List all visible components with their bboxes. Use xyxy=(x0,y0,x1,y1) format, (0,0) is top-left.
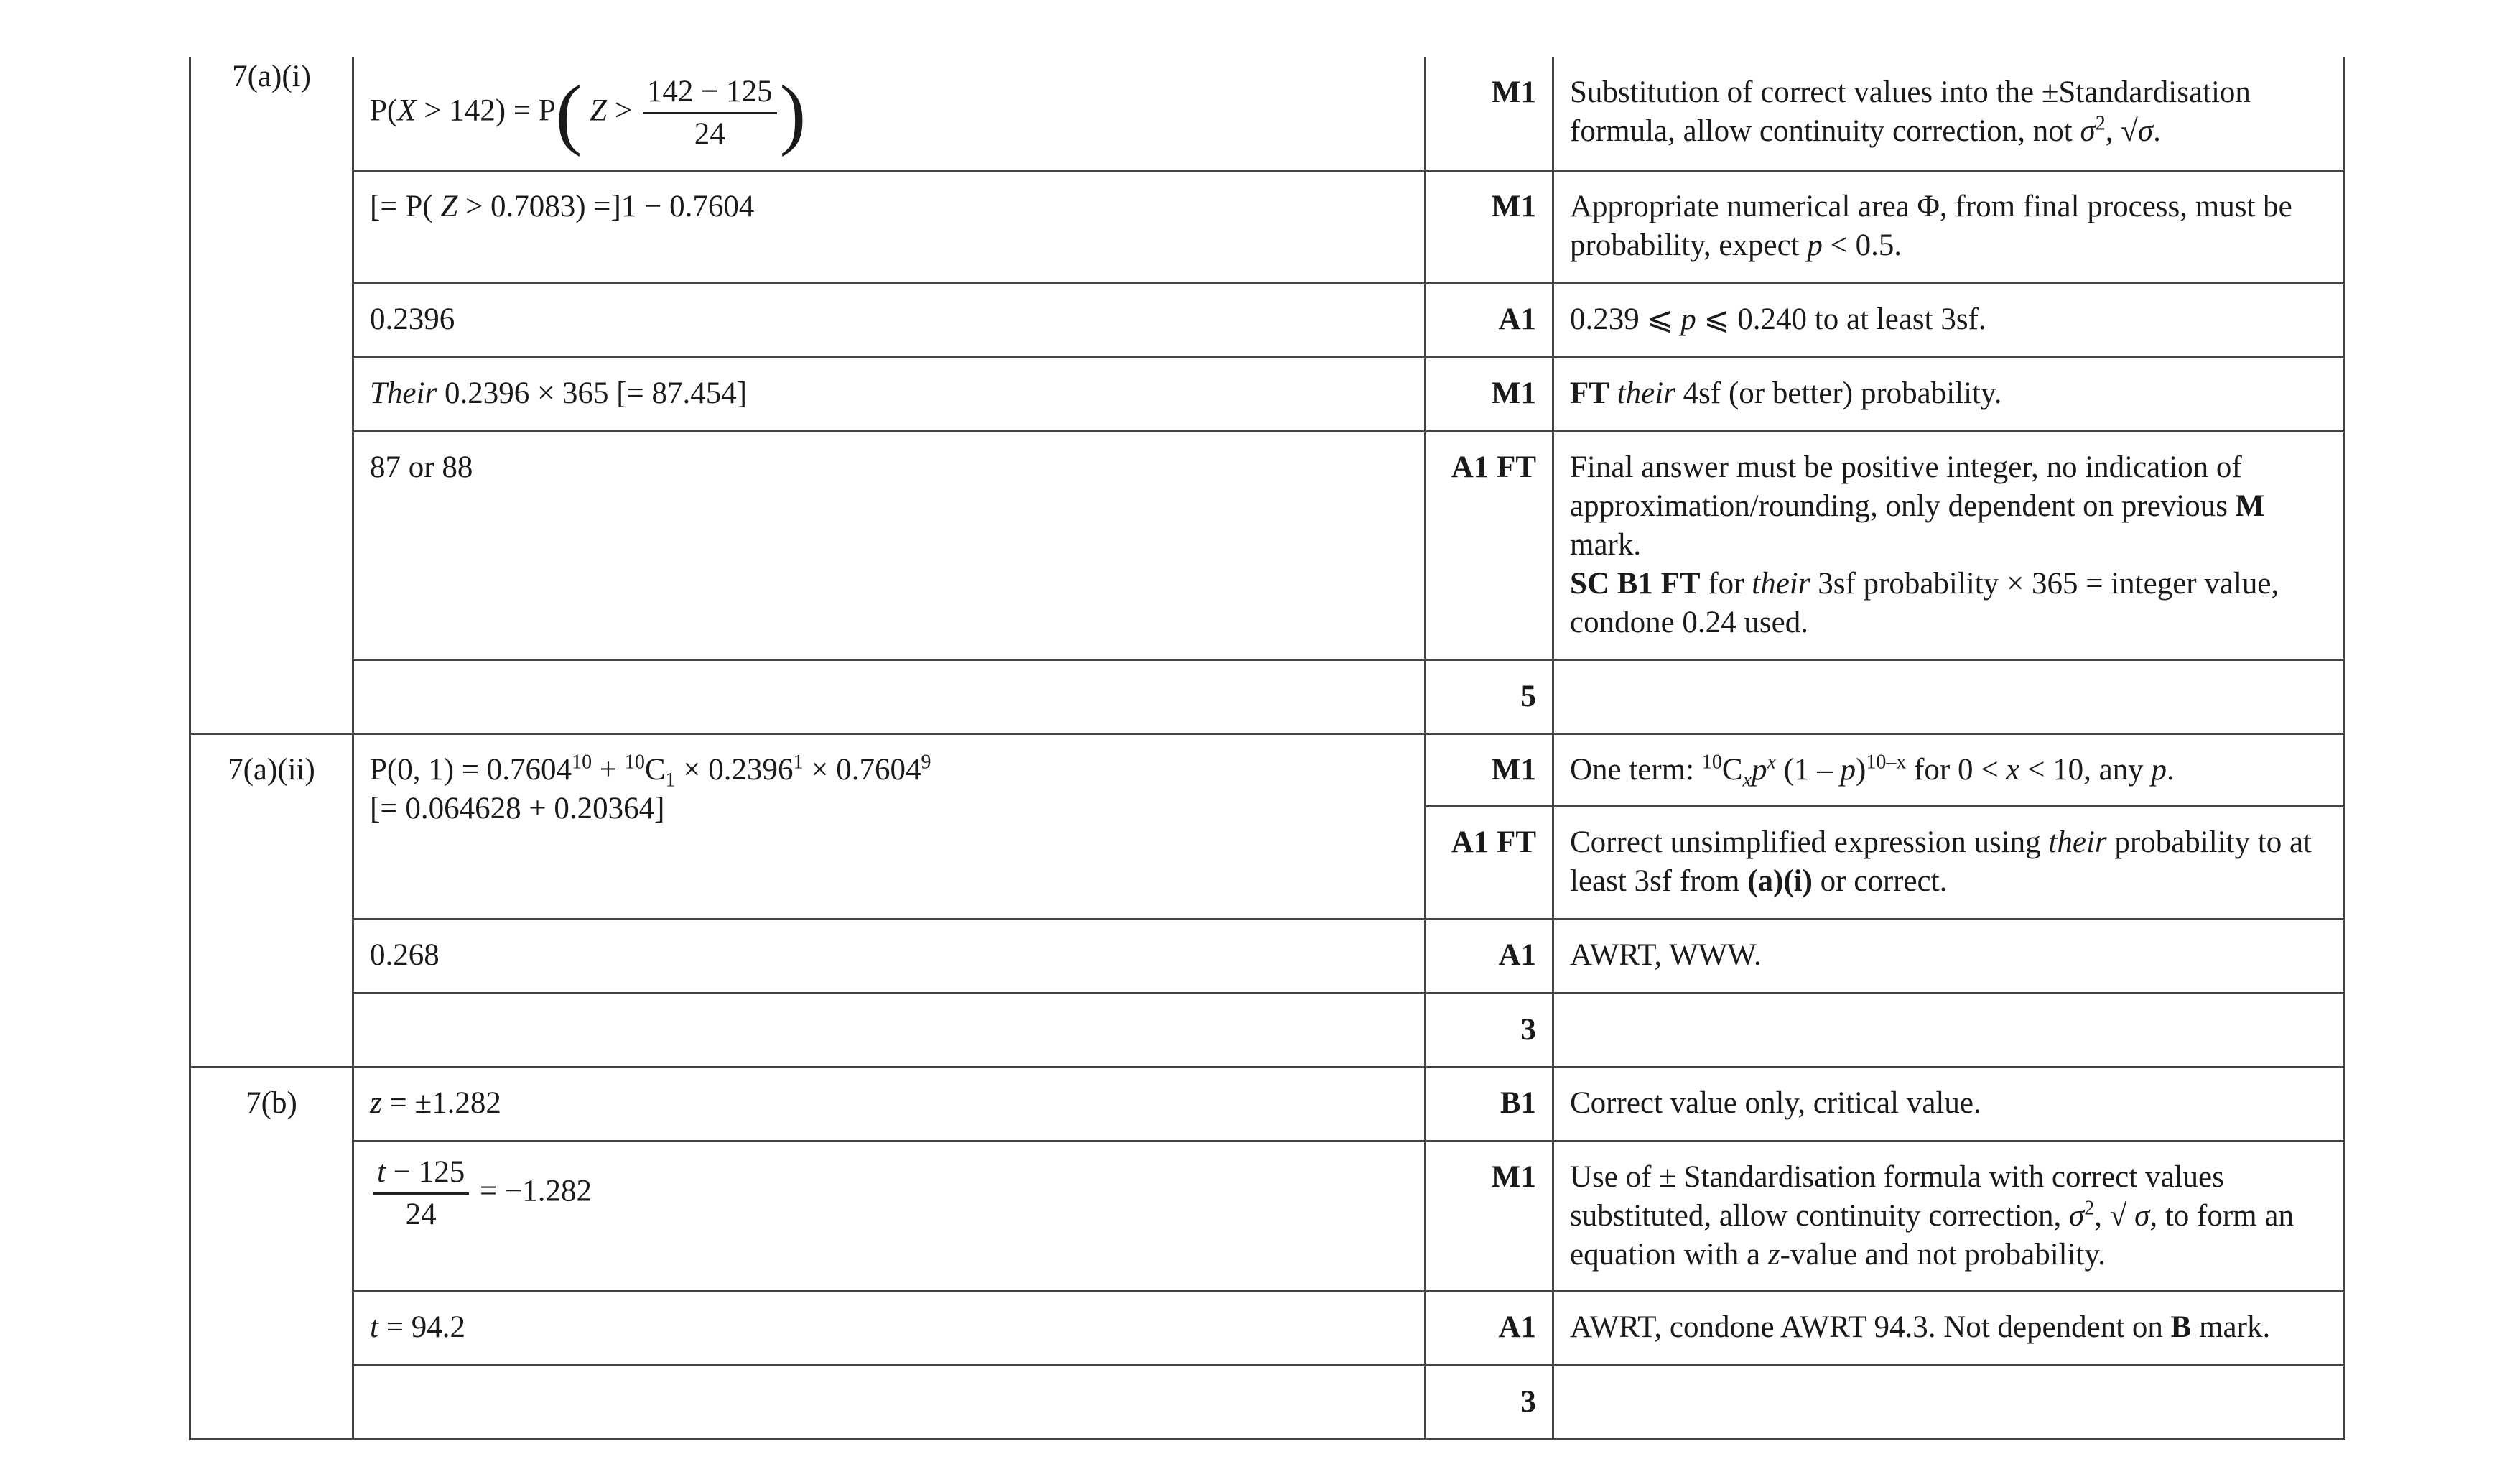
answer-cell: P(0, $1) = 0.7604^{10} + ^{10}C_1 \times 0.2396^1 \times 0.7604^9$ [= 0.064628 + 0.20364] xyxy=(353,733,1426,919)
table-row xyxy=(190,919,2345,993)
guidance-cell: FT their 4sf (or better) probability. xyxy=(1553,357,2345,431)
mark-cell: M1 xyxy=(1426,733,1553,806)
total-marks: 5 xyxy=(1426,659,1553,733)
guidance-cell xyxy=(1553,993,2345,1067)
question-number: 7(a)(ii) xyxy=(190,733,353,1067)
total-marks: 3 xyxy=(1426,1365,1553,1439)
guidance-cell: One term: $^{10}C_xp^x$ (1 – p)$^{10-x}$ for 0 < x < 10, any p. xyxy=(1553,733,2345,806)
table-row xyxy=(190,659,2345,733)
answer-cell xyxy=(353,659,1426,733)
guidance-cell: Use of ± Standardisation formula with correct values substituted, allow continuity correction, $\sigma^2$, √ σ, to form an equation with a z-value and not probability. xyxy=(1553,1141,2345,1291)
total-marks: 3 xyxy=(1426,993,1553,1067)
table-row xyxy=(190,170,2345,283)
guidance-cell xyxy=(1553,1365,2345,1439)
guidance-cell: AWRT, WWW. xyxy=(1553,919,2345,993)
question-number: 7(b) xyxy=(190,1067,353,1439)
mark-scheme-table xyxy=(189,57,2345,1440)
guidance-cell xyxy=(1553,659,2345,733)
table-row xyxy=(190,283,2345,357)
table-row xyxy=(190,733,2345,806)
question-number: 7(a)(i) xyxy=(190,57,353,733)
guidance-cell: Appropriate numerical area Φ, from final process, must be probability, expect p < 0.5. xyxy=(1553,170,2345,283)
answer-cell: 0.2396 xyxy=(353,283,1426,357)
answer-cell: 0.268 xyxy=(353,919,1426,993)
answer-cell: $\frac{t - 125}{24}$ = −1.282 xyxy=(353,1141,1426,1291)
guidance-cell: AWRT, condone AWRT 94.3. Not dependent on B mark. xyxy=(1553,1291,2345,1365)
answer-cell: z = ±1.282 xyxy=(353,1067,1426,1141)
answer-cell: 87 or 88 xyxy=(353,431,1426,659)
mark-cell: M1 xyxy=(1426,1141,1553,1291)
table-row xyxy=(190,993,2345,1067)
mark-cell: A1 FT xyxy=(1426,806,1553,919)
table-row xyxy=(190,1365,2345,1439)
mark-cell: M1 xyxy=(1426,57,1553,170)
answer-cell xyxy=(353,1365,1426,1439)
table-row xyxy=(190,1141,2345,1291)
mark-cell: M1 xyxy=(1426,170,1553,283)
guidance-cell: Correct value only, critical value. xyxy=(1553,1067,2345,1141)
answer-cell xyxy=(353,993,1426,1067)
mark-cell: A1 xyxy=(1426,283,1553,357)
mark-cell: B1 xyxy=(1426,1067,1553,1141)
table-row xyxy=(190,431,2345,659)
answer-cell: Their 0.2396 × 365 [= 87.454] xyxy=(353,357,1426,431)
table-row xyxy=(190,57,2345,170)
mark-cell: A1 FT xyxy=(1426,431,1553,659)
table-row xyxy=(190,1067,2345,1141)
guidance-cell: Final answer must be positive integer, no indication of approximation/rounding, only dependent on previous M mark. SC B1 FT for their 3sf probability × 365 = integer value, condone 0.24 used. xyxy=(1553,431,2345,659)
guidance-cell: Substitution of correct values into the ±Standardisation formula, allow continuity correction, not $\sigma^2$, √σ. xyxy=(1553,57,2345,170)
answer-cell: [= P( Z > 0.7083) =]1 − 0.7604 xyxy=(353,170,1426,283)
guidance-cell: Correct unsimplified expression using their probability to at least 3sf from (a)(i) or correct. xyxy=(1553,806,2345,919)
table-row xyxy=(190,1291,2345,1365)
mark-cell: A1 xyxy=(1426,1291,1553,1365)
fraction: $\frac{t - 125}{24}$ xyxy=(373,1152,469,1235)
mark-cell: M1 xyxy=(1426,357,1553,431)
answer-cell: t = 94.2 xyxy=(353,1291,1426,1365)
table-row xyxy=(190,357,2345,431)
answer-cell: P(X > 142) = P( Z > $\frac{142 - 125}{24}$ ) xyxy=(353,57,1426,170)
guidance-cell: 0.239 ⩽ p ⩽ 0.240 to at least 3sf. xyxy=(1553,283,2345,357)
fraction: $\frac{142 - 125}{24}$ xyxy=(643,72,777,154)
mark-cell: A1 xyxy=(1426,919,1553,993)
